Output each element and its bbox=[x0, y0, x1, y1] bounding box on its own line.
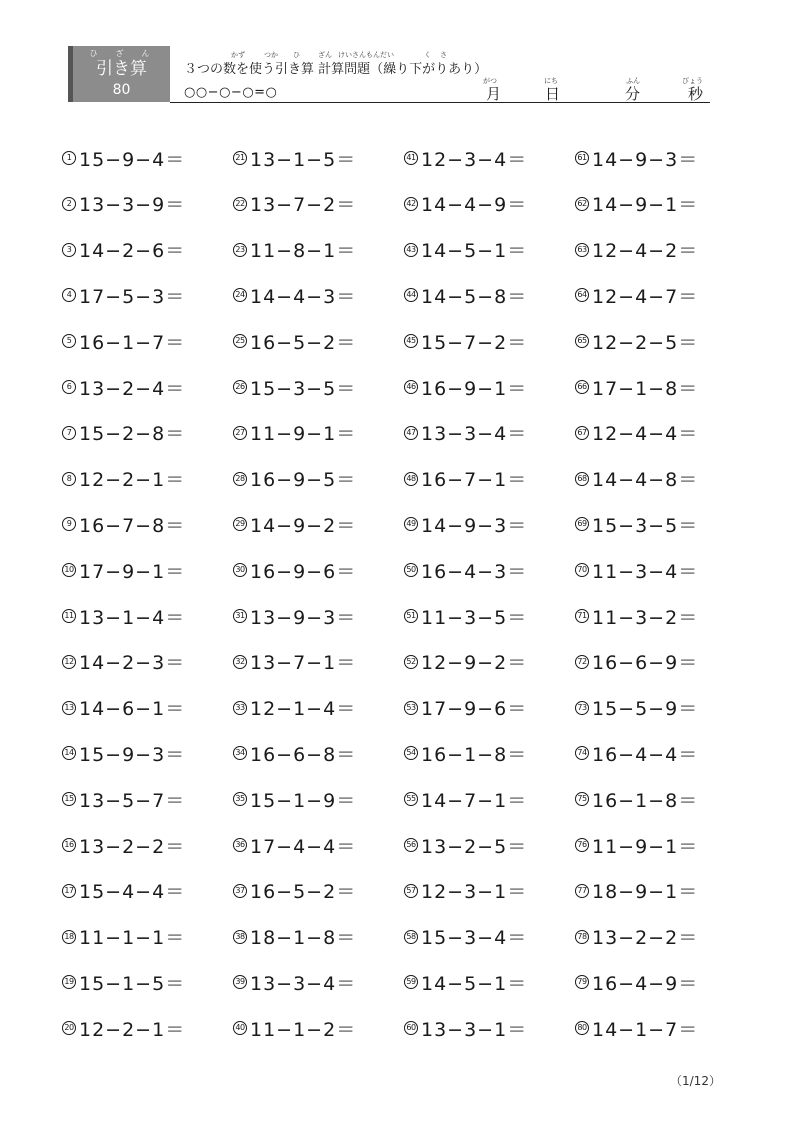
problem-item bbox=[404, 787, 527, 811]
problem-number: 19 bbox=[62, 975, 76, 989]
problem-expression: 15−1−9＝ bbox=[250, 789, 357, 812]
problem-expression: 15−5−9＝ bbox=[592, 698, 699, 721]
problem-item bbox=[404, 146, 527, 170]
problem-number: 33 bbox=[233, 701, 247, 715]
problem-number: 72 bbox=[575, 655, 589, 669]
problem-number: 7 bbox=[62, 426, 76, 440]
problem-number: 2 bbox=[62, 197, 76, 211]
problem-number: 3 bbox=[62, 243, 76, 257]
problem-expression: 14−5−1＝ bbox=[421, 240, 528, 263]
problem-expression: 13−1−4＝ bbox=[79, 606, 186, 629]
problem-number: 73 bbox=[575, 701, 589, 715]
minute-field: 分 bbox=[625, 85, 641, 103]
problem-number: 45 bbox=[404, 334, 418, 348]
problem-number: 53 bbox=[404, 701, 418, 715]
problem-item bbox=[62, 833, 185, 857]
problem-item bbox=[233, 879, 356, 903]
problem-item bbox=[575, 146, 698, 170]
problem-item bbox=[575, 604, 698, 628]
problem-item bbox=[233, 833, 356, 857]
problem-number: 23 bbox=[233, 243, 247, 257]
problem-item bbox=[233, 329, 356, 353]
month-ruby: がつ bbox=[483, 77, 497, 85]
problem-expression: 14−4−3＝ bbox=[250, 285, 357, 308]
page-title: ３つの数を使う引き算 計算問題（繰り下がりあり） bbox=[184, 62, 488, 77]
problem-item bbox=[575, 375, 698, 399]
problem-expression: 16−7−1＝ bbox=[421, 469, 528, 492]
problem-expression: 12−3−1＝ bbox=[421, 881, 528, 904]
problem-item bbox=[575, 970, 698, 994]
problem-number: 77 bbox=[575, 884, 589, 898]
problem-number: 25 bbox=[233, 334, 247, 348]
problem-number: 59 bbox=[404, 975, 418, 989]
problem-item bbox=[233, 283, 356, 307]
problem-number: 52 bbox=[404, 655, 418, 669]
problem-expression: 12−9−2＝ bbox=[421, 652, 528, 675]
problem-expression: 13−3−1＝ bbox=[421, 1018, 528, 1041]
problem-expression: 14−9−3＝ bbox=[592, 148, 699, 171]
problem-expression: 12−2−1＝ bbox=[79, 1018, 186, 1041]
problem-number: 35 bbox=[233, 792, 247, 806]
problem-number: 71 bbox=[575, 609, 589, 623]
label-title: 引き算 bbox=[96, 59, 147, 79]
problem-expression: 16−9−6＝ bbox=[250, 560, 357, 583]
problem-expression: 11−1−1＝ bbox=[79, 927, 186, 950]
problem-item bbox=[404, 879, 527, 903]
problem-expression: 16−9−5＝ bbox=[250, 469, 357, 492]
problem-number: 63 bbox=[575, 243, 589, 257]
problem-number: 27 bbox=[233, 426, 247, 440]
problem-expression: 17−9−6＝ bbox=[421, 698, 528, 721]
problem-number: 65 bbox=[575, 334, 589, 348]
problem-expression: 16−9−1＝ bbox=[421, 377, 528, 400]
problem-item bbox=[575, 879, 698, 903]
problem-expression: 14−4−8＝ bbox=[592, 469, 699, 492]
problem-item bbox=[233, 1016, 356, 1040]
problem-expression: 11−8−1＝ bbox=[250, 240, 357, 263]
problem-number: 10 bbox=[62, 563, 76, 577]
problem-item bbox=[233, 604, 356, 628]
problem-number: 31 bbox=[233, 609, 247, 623]
problem-number: 11 bbox=[62, 609, 76, 623]
problem-item bbox=[62, 650, 185, 674]
problem-expression: 18−1−8＝ bbox=[250, 927, 357, 950]
problem-expression: 12−1−4＝ bbox=[250, 698, 357, 721]
problem-expression: 18−9−1＝ bbox=[592, 881, 699, 904]
day-ruby: にち bbox=[544, 77, 558, 85]
problem-item bbox=[575, 741, 698, 765]
problem-item bbox=[62, 879, 185, 903]
problem-expression: 16−6−9＝ bbox=[592, 652, 699, 675]
problem-item bbox=[62, 696, 185, 720]
problem-number: 13 bbox=[62, 701, 76, 715]
problem-item bbox=[233, 192, 356, 216]
problem-expression: 14−6−1＝ bbox=[79, 698, 186, 721]
problem-expression: 11−3−4＝ bbox=[592, 560, 699, 583]
problem-item bbox=[575, 512, 698, 536]
problem-expression: 14−9−1＝ bbox=[592, 194, 699, 217]
problem-number: 56 bbox=[404, 838, 418, 852]
problem-item bbox=[404, 833, 527, 857]
problem-number: 69 bbox=[575, 517, 589, 531]
problem-expression: 14−2−6＝ bbox=[79, 240, 186, 263]
problem-expression: 14−7−1＝ bbox=[421, 789, 528, 812]
problem-expression: 14−9−3＝ bbox=[421, 514, 528, 537]
problem-expression: 12−4−2＝ bbox=[592, 240, 699, 263]
problem-number: 60 bbox=[404, 1021, 418, 1035]
problem-expression: 16−1−8＝ bbox=[592, 789, 699, 812]
problem-number: 78 bbox=[575, 930, 589, 944]
problem-item bbox=[404, 696, 527, 720]
problem-expression: 16−5−2＝ bbox=[250, 331, 357, 354]
problem-number: 70 bbox=[575, 563, 589, 577]
problem-expression: 14−4−9＝ bbox=[421, 194, 528, 217]
problem-number: 50 bbox=[404, 563, 418, 577]
problem-number: 16 bbox=[62, 838, 76, 852]
problem-expression: 11−1−2＝ bbox=[250, 1018, 357, 1041]
problem-item bbox=[233, 741, 356, 765]
problem-item bbox=[404, 375, 527, 399]
worksheet-number: 80 bbox=[112, 82, 131, 98]
problem-item bbox=[233, 650, 356, 674]
problem-item bbox=[575, 1016, 698, 1040]
problem-item bbox=[575, 192, 698, 216]
problem-expression: 14−5−8＝ bbox=[421, 285, 528, 308]
problem-expression: 17−5−3＝ bbox=[79, 285, 186, 308]
problem-expression: 16−4−3＝ bbox=[421, 560, 528, 583]
problem-item bbox=[404, 467, 527, 491]
problem-item bbox=[62, 329, 185, 353]
problem-item bbox=[233, 787, 356, 811]
problem-expression: 13−2−2＝ bbox=[592, 927, 699, 950]
problem-item bbox=[404, 1016, 527, 1040]
problem-expression: 15−7−2＝ bbox=[421, 331, 528, 354]
problem-expression: 13−2−2＝ bbox=[79, 835, 186, 858]
problem-expression: 12−2−5＝ bbox=[592, 331, 699, 354]
problem-number: 54 bbox=[404, 746, 418, 760]
problem-expression: 13−9−3＝ bbox=[250, 606, 357, 629]
problem-item bbox=[62, 375, 185, 399]
problem-expression: 15−3−4＝ bbox=[421, 927, 528, 950]
problem-number: 61 bbox=[575, 151, 589, 165]
problem-number: 30 bbox=[233, 563, 247, 577]
problem-item bbox=[62, 192, 185, 216]
problem-number: 48 bbox=[404, 472, 418, 486]
problem-item bbox=[233, 512, 356, 536]
problem-number: 9 bbox=[62, 517, 76, 531]
problem-number: 67 bbox=[575, 426, 589, 440]
problem-item bbox=[62, 970, 185, 994]
month-field: 月 bbox=[486, 85, 502, 103]
problem-expression: 13−3−4＝ bbox=[421, 423, 528, 446]
problem-number: 24 bbox=[233, 288, 247, 302]
title-ruby: かず つか ひ ざん けいさんもんだい く さ bbox=[231, 51, 447, 59]
page-indicator: （1/12） bbox=[670, 1074, 721, 1088]
problem-expression: 11−3−2＝ bbox=[592, 606, 699, 629]
problem-item bbox=[404, 741, 527, 765]
problem-item bbox=[404, 283, 527, 307]
problem-number: 55 bbox=[404, 792, 418, 806]
problem-number: 39 bbox=[233, 975, 247, 989]
problem-item bbox=[404, 925, 527, 949]
problem-item bbox=[62, 604, 185, 628]
problem-number: 42 bbox=[404, 197, 418, 211]
problem-expression: 13−7−2＝ bbox=[250, 194, 357, 217]
problem-item bbox=[62, 467, 185, 491]
problem-item bbox=[233, 238, 356, 262]
problem-expression: 13−3−4＝ bbox=[250, 972, 357, 995]
problem-expression: 16−5−2＝ bbox=[250, 881, 357, 904]
problem-number: 62 bbox=[575, 197, 589, 211]
problem-number: 29 bbox=[233, 517, 247, 531]
problem-number: 47 bbox=[404, 426, 418, 440]
problem-item bbox=[575, 787, 698, 811]
problem-item bbox=[404, 421, 527, 445]
problem-number: 18 bbox=[62, 930, 76, 944]
problem-number: 37 bbox=[233, 884, 247, 898]
problem-item bbox=[62, 787, 185, 811]
problem-expression: 16−4−4＝ bbox=[592, 743, 699, 766]
problem-number: 22 bbox=[233, 197, 247, 211]
problem-number: 12 bbox=[62, 655, 76, 669]
problem-expression: 13−7−1＝ bbox=[250, 652, 357, 675]
problem-item bbox=[62, 925, 185, 949]
second-ruby: びょう bbox=[682, 77, 703, 85]
problem-item bbox=[233, 696, 356, 720]
problem-item bbox=[575, 650, 698, 674]
problem-item bbox=[575, 558, 698, 582]
problem-item bbox=[233, 925, 356, 949]
problem-expression: 11−9−1＝ bbox=[250, 423, 357, 446]
problem-number: 44 bbox=[404, 288, 418, 302]
problem-item bbox=[575, 833, 698, 857]
problem-expression: 12−4−7＝ bbox=[592, 285, 699, 308]
problem-expression: 16−6−8＝ bbox=[250, 743, 357, 766]
problem-item bbox=[62, 1016, 185, 1040]
problem-pattern: ○○−○−○=○ bbox=[184, 85, 278, 100]
problem-item bbox=[233, 970, 356, 994]
problem-number: 36 bbox=[233, 838, 247, 852]
problem-item bbox=[62, 146, 185, 170]
problem-number: 34 bbox=[233, 746, 247, 760]
problem-expression: 14−1−7＝ bbox=[592, 1018, 699, 1041]
problem-expression: 16−4−9＝ bbox=[592, 972, 699, 995]
problem-number: 57 bbox=[404, 884, 418, 898]
problem-item bbox=[575, 238, 698, 262]
problem-item bbox=[62, 421, 185, 445]
problem-item bbox=[233, 421, 356, 445]
problem-item bbox=[575, 696, 698, 720]
problem-item bbox=[62, 741, 185, 765]
problem-number: 4 bbox=[62, 288, 76, 302]
problem-item bbox=[575, 329, 698, 353]
problem-expression: 15−2−8＝ bbox=[79, 423, 186, 446]
problem-expression: 14−5−1＝ bbox=[421, 972, 528, 995]
problem-number: 6 bbox=[62, 380, 76, 394]
problem-number: 28 bbox=[233, 472, 247, 486]
problem-expression: 16−1−7＝ bbox=[79, 331, 186, 354]
problem-expression: 15−9−3＝ bbox=[79, 743, 186, 766]
problem-number: 5 bbox=[62, 334, 76, 348]
problem-item bbox=[404, 192, 527, 216]
problem-expression: 14−2−3＝ bbox=[79, 652, 186, 675]
problem-expression: 13−5−7＝ bbox=[79, 789, 186, 812]
problem-number: 38 bbox=[233, 930, 247, 944]
problem-number: 26 bbox=[233, 380, 247, 394]
problem-item bbox=[404, 970, 527, 994]
problem-number: 8 bbox=[62, 472, 76, 486]
problem-expression: 17−1−8＝ bbox=[592, 377, 699, 400]
problem-item bbox=[575, 283, 698, 307]
problem-number: 32 bbox=[233, 655, 247, 669]
problem-number: 1 bbox=[62, 151, 76, 165]
problem-item bbox=[575, 467, 698, 491]
problem-item bbox=[404, 558, 527, 582]
problem-item bbox=[404, 650, 527, 674]
problem-number: 64 bbox=[575, 288, 589, 302]
problem-number: 51 bbox=[404, 609, 418, 623]
problem-item bbox=[62, 283, 185, 307]
problem-number: 49 bbox=[404, 517, 418, 531]
problem-number: 41 bbox=[404, 151, 418, 165]
problem-expression: 13−2−5＝ bbox=[421, 835, 528, 858]
problem-expression: 13−1−5＝ bbox=[250, 148, 357, 171]
problem-number: 79 bbox=[575, 975, 589, 989]
problem-expression: 11−9−1＝ bbox=[592, 835, 699, 858]
problem-expression: 12−2−1＝ bbox=[79, 469, 186, 492]
problem-number: 46 bbox=[404, 380, 418, 394]
minute-ruby: ふん bbox=[626, 77, 640, 85]
problem-item bbox=[575, 421, 698, 445]
problem-item bbox=[233, 375, 356, 399]
problem-item bbox=[404, 604, 527, 628]
problem-expression: 11−3−5＝ bbox=[421, 606, 528, 629]
problem-expression: 17−9−1＝ bbox=[79, 560, 186, 583]
problem-item bbox=[233, 146, 356, 170]
problem-item bbox=[233, 558, 356, 582]
problem-expression: 15−3−5＝ bbox=[592, 514, 699, 537]
problem-number: 20 bbox=[62, 1021, 76, 1035]
problem-expression: 12−4−4＝ bbox=[592, 423, 699, 446]
problem-number: 15 bbox=[62, 792, 76, 806]
problem-number: 21 bbox=[233, 151, 247, 165]
problem-expression: 15−3−5＝ bbox=[250, 377, 357, 400]
problem-item bbox=[404, 512, 527, 536]
problem-item bbox=[404, 238, 527, 262]
problem-number: 76 bbox=[575, 838, 589, 852]
problem-number: 68 bbox=[575, 472, 589, 486]
day-field: 日 bbox=[545, 85, 561, 103]
problem-expression: 13−2−4＝ bbox=[79, 377, 186, 400]
problem-expression: 12−3−4＝ bbox=[421, 148, 528, 171]
problem-number: 58 bbox=[404, 930, 418, 944]
label-ruby: ひざん bbox=[89, 49, 168, 58]
problem-expression: 14−9−2＝ bbox=[250, 514, 357, 537]
problem-number: 14 bbox=[62, 746, 76, 760]
problem-item bbox=[62, 238, 185, 262]
problem-item bbox=[62, 512, 185, 536]
problem-expression: 16−1−8＝ bbox=[421, 743, 528, 766]
problem-number: 17 bbox=[62, 884, 76, 898]
problem-expression: 15−1−5＝ bbox=[79, 972, 186, 995]
problem-item bbox=[575, 925, 698, 949]
second-field: 秒 bbox=[688, 85, 704, 103]
problem-number: 74 bbox=[575, 746, 589, 760]
problem-expression: 15−4−4＝ bbox=[79, 881, 186, 904]
problem-item bbox=[233, 467, 356, 491]
problem-expression: 16−7−8＝ bbox=[79, 514, 186, 537]
problem-expression: 17−4−4＝ bbox=[250, 835, 357, 858]
problem-number: 80 bbox=[575, 1021, 589, 1035]
problem-number: 40 bbox=[233, 1021, 247, 1035]
problem-expression: 15−9−4＝ bbox=[79, 148, 186, 171]
problem-number: 66 bbox=[575, 380, 589, 394]
problem-item bbox=[404, 329, 527, 353]
problem-expression: 13−3−9＝ bbox=[79, 194, 186, 217]
problem-number: 75 bbox=[575, 792, 589, 806]
problem-number: 43 bbox=[404, 243, 418, 257]
problem-item bbox=[62, 558, 185, 582]
